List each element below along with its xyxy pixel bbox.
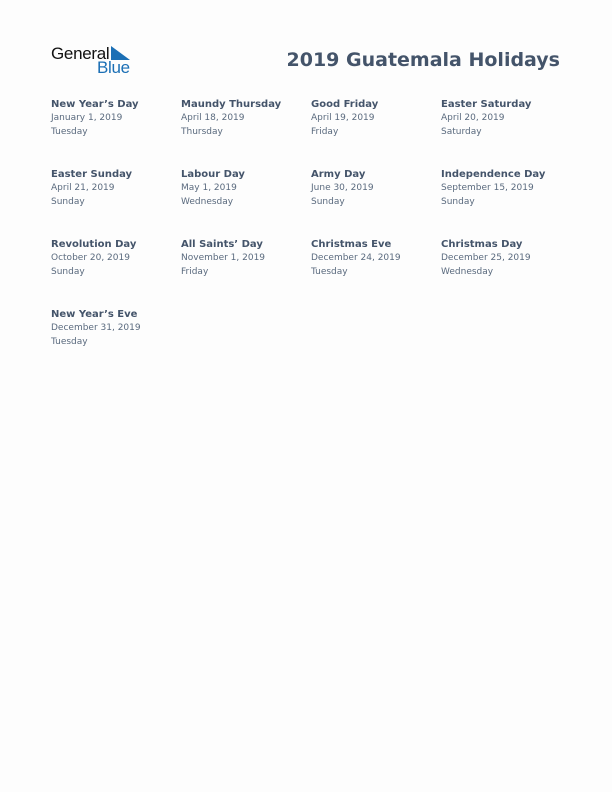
holiday-name: Labour Day xyxy=(181,169,245,180)
holiday-weekday: Sunday xyxy=(51,266,85,277)
holiday-name: Easter Sunday xyxy=(51,169,133,180)
holiday-date: April 18, 2019 xyxy=(181,113,245,123)
holiday-item xyxy=(181,238,311,308)
page-title: 2019 Guatemala Holidays xyxy=(286,49,560,71)
holiday-date: October 20, 2019 xyxy=(51,253,130,263)
holiday-date: September 15, 2019 xyxy=(441,183,534,193)
holiday-weekday: Friday xyxy=(311,126,339,137)
holiday-item xyxy=(311,238,441,308)
holiday-name: Easter Saturday xyxy=(441,99,532,110)
holiday-date: May 1, 2019 xyxy=(181,183,237,193)
holiday-item xyxy=(51,308,181,378)
holiday-name: Revolution Day xyxy=(51,239,137,250)
holiday-item xyxy=(51,238,181,308)
holiday-date: June 30, 2019 xyxy=(311,183,374,193)
logo-word-general: General xyxy=(51,44,110,63)
holiday-weekday: Tuesday xyxy=(51,126,88,137)
logo xyxy=(51,44,133,76)
holiday-name: New Year’s Day xyxy=(51,99,139,110)
holiday-item xyxy=(441,238,571,308)
holiday-weekday: Tuesday xyxy=(51,336,88,347)
holiday-name: Christmas Eve xyxy=(311,239,392,250)
holiday-date: December 24, 2019 xyxy=(311,253,401,263)
holiday-name: New Year’s Eve xyxy=(51,309,138,320)
holiday-name: All Saints’ Day xyxy=(181,239,263,250)
holiday-weekday: Sunday xyxy=(311,196,345,207)
holiday-date: December 25, 2019 xyxy=(441,253,531,263)
holiday-item xyxy=(51,98,181,168)
holiday-item xyxy=(441,168,571,238)
holiday-item xyxy=(181,168,311,238)
holiday-date: April 19, 2019 xyxy=(311,113,375,123)
holiday-date: December 31, 2019 xyxy=(51,323,141,333)
holiday-name: Army Day xyxy=(311,169,366,180)
holiday-weekday: Wednesday xyxy=(181,196,234,207)
holiday-item xyxy=(441,98,571,168)
logo-word-blue: Blue xyxy=(97,58,130,77)
holiday-weekday: Wednesday xyxy=(441,266,494,277)
holiday-weekday: Tuesday xyxy=(311,266,348,277)
holiday-item xyxy=(181,98,311,168)
holiday-weekday: Sunday xyxy=(51,196,85,207)
holiday-date: April 20, 2019 xyxy=(441,113,505,123)
holiday-item xyxy=(51,168,181,238)
holiday-date: November 1, 2019 xyxy=(181,253,266,263)
holiday-date: January 1, 2019 xyxy=(51,113,123,123)
holiday-weekday: Thursday xyxy=(181,126,223,137)
holiday-name: Independence Day xyxy=(441,169,546,180)
holiday-item xyxy=(311,98,441,168)
holiday-weekday: Saturday xyxy=(441,126,482,137)
holiday-name: Christmas Day xyxy=(441,239,523,250)
holiday-date: April 21, 2019 xyxy=(51,183,115,193)
holiday-weekday: Sunday xyxy=(441,196,475,207)
holiday-weekday: Friday xyxy=(181,266,209,277)
holiday-name: Good Friday xyxy=(311,99,379,110)
holiday-list xyxy=(51,98,571,378)
holiday-item xyxy=(311,168,441,238)
holiday-name: Maundy Thursday xyxy=(181,99,282,110)
